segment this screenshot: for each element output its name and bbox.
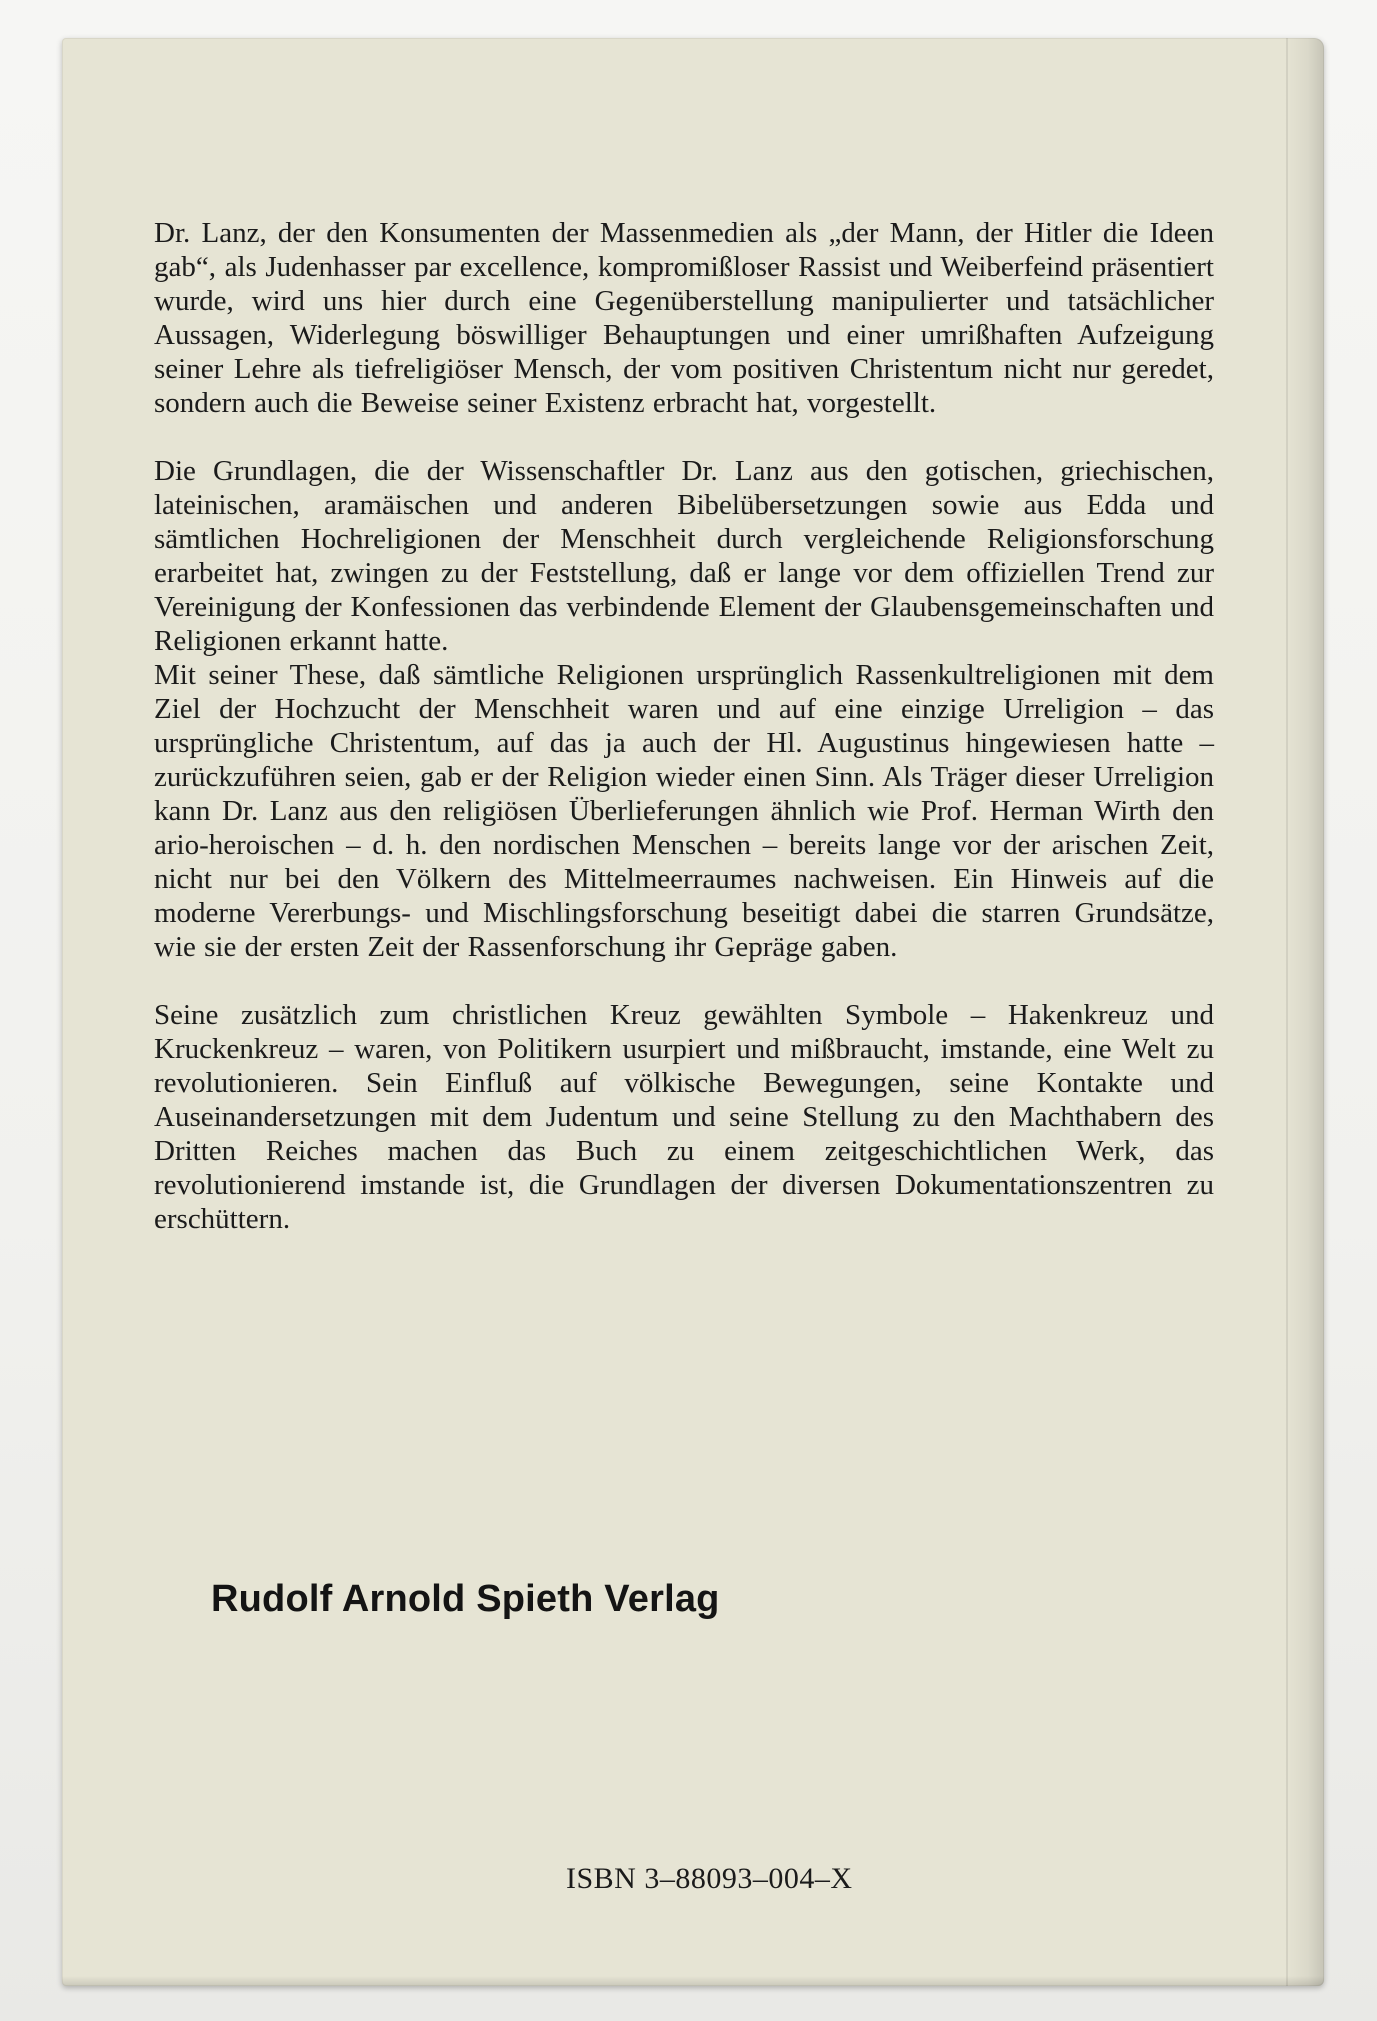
- blurb-text: [154, 216, 1214, 1236]
- spine-edge: [1284, 38, 1324, 1986]
- bottom-edge: [62, 1976, 1324, 1986]
- blurb-paragraph-4: Seine zusätzlich zum christlichen Kreuz gewählten Symbole – Hakenkreuz und Kruckenkreuz – waren, von Politikern usurpiert und mißbraucht, imstande, eine Welt zu revolutionieren. Sein Einfluß auf völkische Bewegungen, seine Kontakte und Auseinandersetzungen mit dem Judentum und seine Stellung zu den Machthabern des Dritten Reiches machen das Buch zu einem zeitgeschichtlichen Werk, das revolutionierend imstande ist, die Grundlagen der diversen Dokumentationszentren zu erschüttern.: [154, 999, 1214, 1235]
- publisher-name: Rudolf Arnold Spieth Verlag: [211, 1578, 720, 1620]
- isbn-number: ISBN 3–88093–004–X: [566, 1862, 853, 1895]
- hinge-line: [1286, 38, 1288, 1986]
- blurb-paragraph-2: Die Grundlagen, die der Wissenschaftler Dr. Lanz aus den gotischen, griechischen, lateinischen, aramäischen und anderen Bibelübersetzungen sowie aus Edda und sämtlichen Hochreligionen der Menschheit durch vergleichende Religionsforschung erarbeitet hat, zwingen zu der Feststellung, daß er lange vor dem offiziellen Trend zur Vereinigung der Konfessionen das verbindende Element der Glaubensgemeinschaften und Religionen erkannt hatte.: [154, 455, 1214, 657]
- blurb-paragraph-3: Mit seiner These, daß sämtliche Religionen ursprünglich Rassenkultreligionen mit dem Ziel der Hochzucht der Menschheit waren und auf eine einzige Urreligion – das ursprüngliche Christentum, auf das ja auch der Hl. Augustinus hingewiesen hatte – zurückzuführen seien, gab er der Religion wieder einen Sinn. Als Träger dieser Urreligion kann Dr. Lanz aus den religiösen Überlieferungen ähnlich wie Prof. Herman Wirth den ario-heroischen – d. h. den nordischen Menschen – bereits lange vor der arischen Zeit, nicht nur bei den Völkern des Mittelmeerraumes nachweisen. Ein Hinweis auf die moderne Vererbungs- und Mischlingsforschung beseitigt dabei die starren Grundsätze, wie sie der ersten Zeit der Rassenforschung ihr Gepräge gaben.: [154, 659, 1214, 963]
- blurb-paragraph-1: Dr. Lanz, der den Konsumenten der Massenmedien als „der Mann, der Hitler die Ideen gab“, als Judenhasser par excellence, kompromißloser Rassist und Weiberfeind präsentiert wurde, wird uns hier durch eine Gegenüberstellung manipulierter und tatsächlicher Aussagen, Widerlegung böswilliger Behauptungen und einer umrißhaften Aufzeigung seiner Lehre als tiefreligiöser Mensch, der vom positiven Christentum nicht nur geredet, sondern auch die Beweise seiner Existenz erbracht hat, vorgestellt.: [154, 217, 1214, 419]
